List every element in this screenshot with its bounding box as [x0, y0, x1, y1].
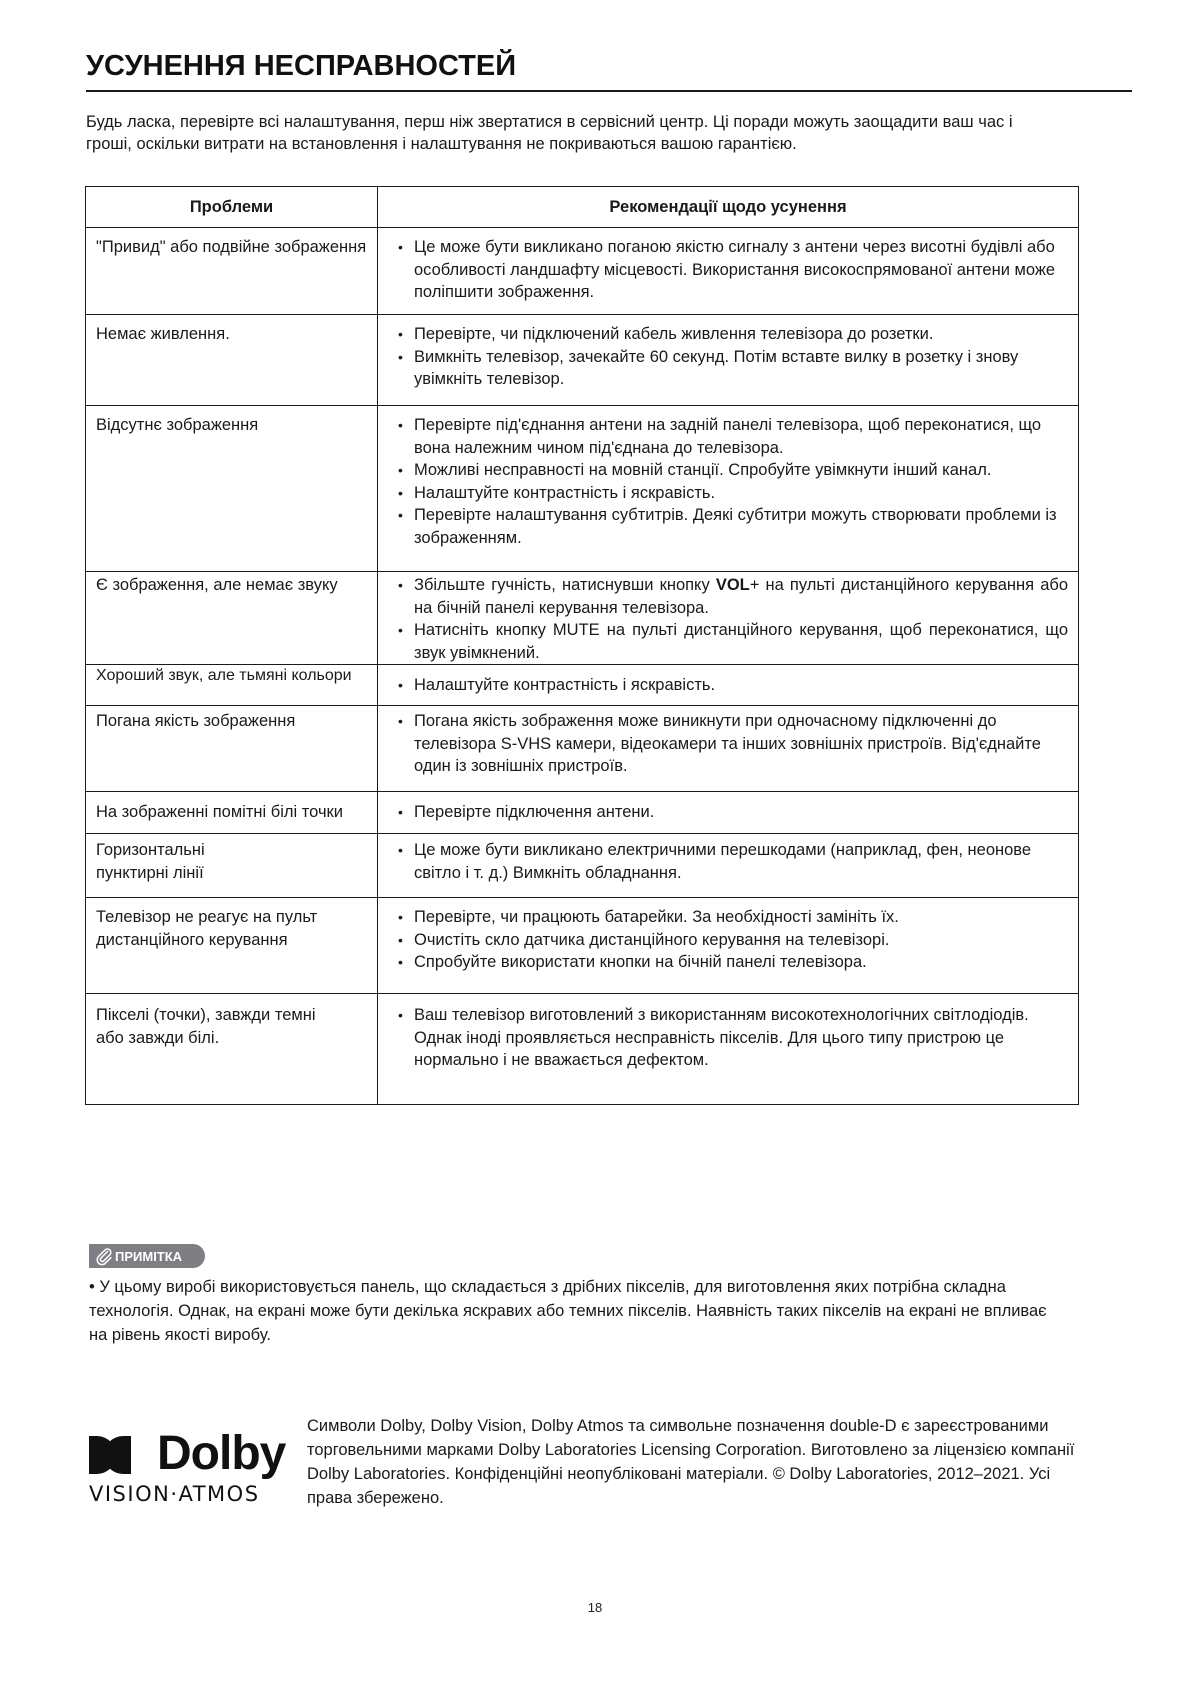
solution-cell — [378, 228, 1079, 315]
solution-cell — [378, 406, 1079, 572]
solution-cell — [378, 834, 1079, 898]
solution-item: • Вимкніть телевізор, зачекайте 60 секунд. Потім вставте вилку в розетку і знову увімкніть телевізор. — [396, 346, 1068, 391]
page-title: УСУНЕННЯ НЕСПРАВНОСТЕЙ — [86, 50, 517, 82]
paperclip-icon — [94, 1246, 114, 1266]
table-row — [86, 406, 1079, 572]
solution-item: • Погана якість зображення може виникнути при одночасному підключенні до телевізора S-VHS камери, відеокамери та інших зовнішніх пристроїв. Від'єднайте один із зовнішніх пристроїв. — [396, 710, 1068, 778]
table-row — [86, 706, 1079, 792]
solution-cell — [378, 315, 1079, 406]
column-header-recommendations: Рекомендації щодо усунення — [378, 187, 1079, 228]
solution-item: • Перевірте під'єднання антени на задній панелі телевізора, щоб переконатися, що вона належним чином під'єднана до телевізора. — [396, 414, 1068, 459]
dolby-double-d-icon — [89, 1436, 155, 1474]
solution-cell — [378, 994, 1079, 1105]
solution-cell — [378, 898, 1079, 994]
dolby-trademark-text: Символи Dolby, Dolby Vision, Dolby Atmos та символьне позначення double-D є зареєстрованими торговельними марками Dolby Laboratories Licensing Corporation. Виготовлено за ліцензією компанії Dolby Laboratories. Конфіденційні неопубліковані матеріали. © Dolby Laboratories, 2012–2021. Усі права збережено. — [307, 1417, 1075, 1507]
solution-item: • Ваш телевізор виготовлений з використанням високотехнологічних світлодіодів. Однак іноді проявляється несправність пікселів. Для цього типу пристрою це нормально і не вважається дефектом. — [396, 1004, 1068, 1072]
solution-item: • Налаштуйте контрастність і яскравість. — [396, 674, 1068, 697]
page-number: 18 — [587, 1600, 603, 1615]
solution-item: • Натисніть кнопку MUTE на пульті дистанційного керування, щоб переконатися, що звук увімкнений. — [396, 619, 1068, 664]
solution-cell — [378, 665, 1079, 706]
problem-cell: Телевізор не реагує на пульт дистанційного керування — [86, 898, 378, 994]
solution-cell — [378, 706, 1079, 792]
table-row — [86, 994, 1079, 1105]
dolby-logo-word: Dolby — [157, 1427, 286, 1480]
table-row — [86, 665, 1079, 706]
table-header-row — [86, 187, 1079, 228]
table-row — [86, 792, 1079, 834]
table-row — [86, 572, 1079, 665]
problem-cell: Хороший звук, але тьмяні кольори — [86, 665, 378, 706]
problem-cell: Немає живлення. — [86, 315, 378, 406]
solution-item: • Перевірте налаштування субтитрів. Деякі субтитри можуть створювати проблеми із зображенням. — [396, 504, 1068, 549]
problem-cell: Відсутнє зображення — [86, 406, 378, 572]
solution-item: • Налаштуйте контрастність і яскравість. — [396, 482, 1068, 505]
table-row — [86, 228, 1079, 315]
solution-cell — [378, 792, 1079, 834]
dolby-logo-subtitle: VISION·ATMOS — [89, 1482, 260, 1506]
problem-cell: Є зображення, але немає звуку — [86, 572, 378, 665]
note-badge-label: ПРИМІТКА — [115, 1248, 183, 1264]
table-row — [86, 834, 1079, 898]
solution-item: • Збільште гучність, натиснувши кнопку VOL+ на пульті дистанційного керування або на бічній панелі керування телевізора. — [396, 574, 1068, 619]
solution-item: • Спробуйте використати кнопки на бічній панелі телевізора. — [396, 951, 1068, 974]
solution-item: • Перевірте, чи підключений кабель живлення телевізора до розетки. — [396, 323, 1068, 346]
solution-item: • Можливі несправності на мовній станції. Спробуйте увімкнути інший канал. — [396, 459, 1068, 482]
title-divider — [86, 90, 1132, 92]
solution-item: • Очистіть скло датчика дистанційного керування на телевізорі. — [396, 929, 1068, 952]
troubleshooting-table — [85, 186, 1079, 1105]
dolby-logo — [89, 1427, 287, 1512]
intro-paragraph: Будь ласка, перевірте всі налаштування, перш ніж звертатися в сервісний центр. Ці поради можуть заощадити ваш час і гроші, оскільки витрати на встановлення і налаштування не покриваються вашою гарантією. — [86, 113, 1013, 153]
table-row — [86, 898, 1079, 994]
solution-item: • Перевірте підключення антени. — [396, 801, 1068, 824]
problem-cell: Горизонтальні пунктирні лінії — [86, 834, 378, 898]
solution-cell — [378, 572, 1079, 665]
solution-item: • Перевірте, чи працюють батарейки. За необхідності замініть їх. — [396, 906, 1068, 929]
problem-cell: "Привид" або подвійне зображення — [86, 228, 378, 315]
solution-item: • Це може бути викликано електричними перешкодами (наприклад, фен, неонове світло і т. д.) Вимкніть обладнання. — [396, 839, 1068, 884]
note-text: • У цьому виробі використовується панель, що складається з дрібних пікселів, для виготовлення яких потрібна складна технологія. Однак, на екрані може бути декілька яскравих або темних пікселів. Наявність таких пікселів на екрані не впливає на рівень якості виробу. — [89, 1278, 1047, 1344]
vol-button-label: VOL — [715, 576, 750, 594]
problem-cell: Погана якість зображення — [86, 706, 378, 792]
note-badge — [89, 1244, 205, 1268]
solution-item: • Це може бути викликано поганою якістю сигналу з антени через висотні будівлі або особливості ландшафту місцевості. Використання високоспрямованої антени може поліпшити зображення. — [396, 236, 1068, 304]
problem-cell: Пікселі (точки), завжди темні або завжди білі. — [86, 994, 378, 1105]
problem-cell: На зображенні помітні білі точки — [86, 792, 378, 834]
table-row — [86, 315, 1079, 406]
column-header-problems: Проблеми — [86, 187, 378, 228]
